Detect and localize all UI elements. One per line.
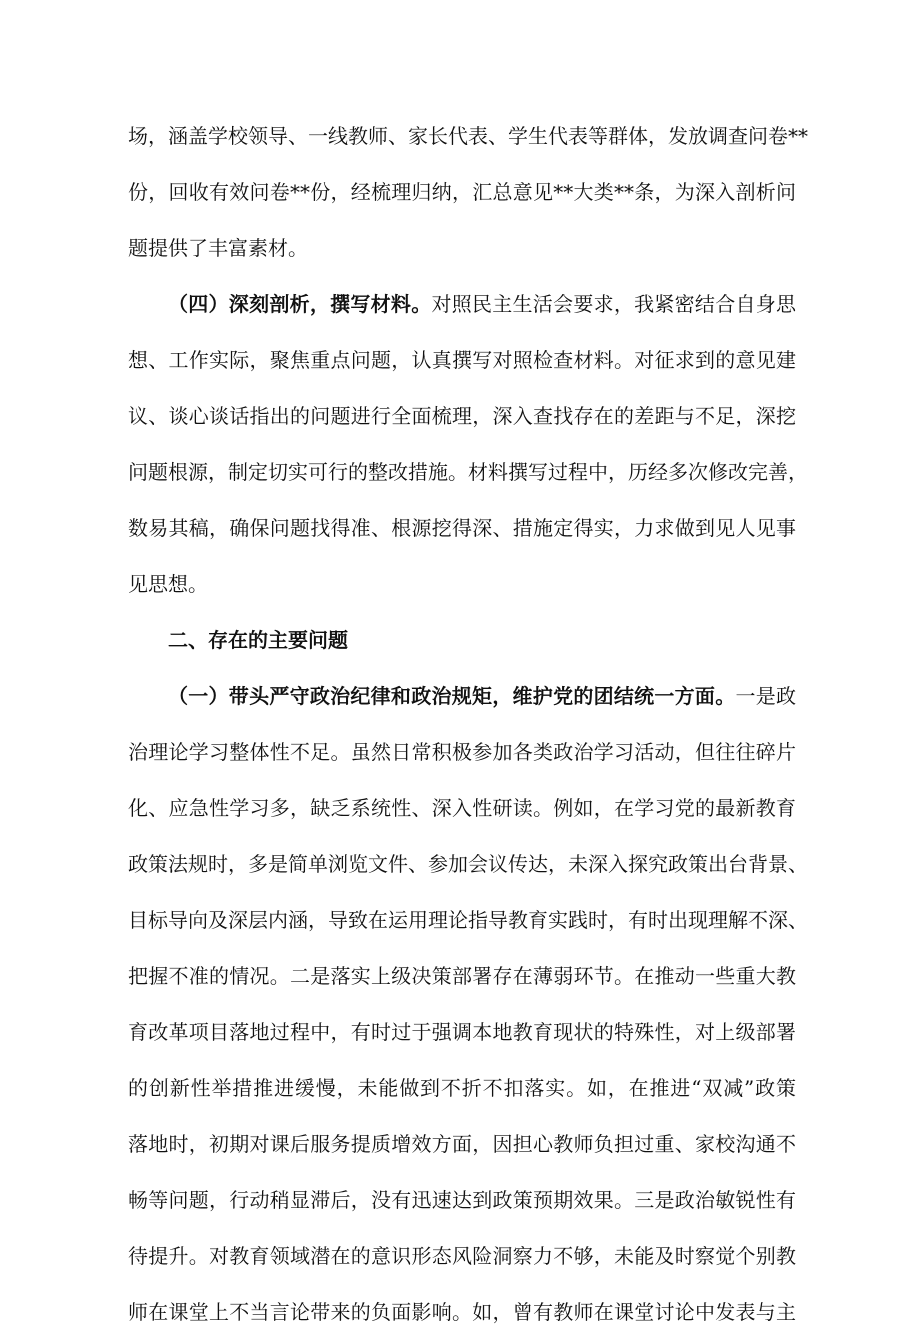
paragraph-heading: （一）带头严守政治纪律和政治规矩，维护党的团结统一方面。 bbox=[168, 684, 736, 708]
text-line: 问题根源，制定切实可行的整改措施。材料撰写过程中，历经多次修改完善， bbox=[128, 460, 808, 484]
text-line: 育改革项目落地过程中，有时过于强调本地教育现状的特殊性，对上级部署 bbox=[128, 1020, 796, 1044]
text-line: 份，回收有效问卷**份，经梳理归纳，汇总意见**大类**条，为深入剖析问 bbox=[128, 180, 796, 204]
text-line bbox=[128, 276, 796, 332]
text-line: 数易其稿，确保问题找得准、根源挖得深、措施定得实，力求做到见人见事 bbox=[128, 516, 796, 540]
text-line: 畅等问题，行动稍显滞后，没有迅速达到政策预期效果。三是政治敏锐性有 bbox=[128, 1188, 796, 1212]
text-line: 题提供了丰富素材。 bbox=[128, 236, 308, 260]
text-line: 场，涵盖学校领导、一线教师、家长代表、学生代表等群体，发放调查问卷** bbox=[128, 124, 808, 148]
text-line: 待提升。对教育领域潜在的意识形态风险洞察力不够，未能及时察觉个别教 bbox=[128, 1244, 796, 1268]
text-line: 治理论学习整体性不足。虽然日常积极参加各类政治学习活动，但往往碎片 bbox=[128, 740, 796, 764]
text-line: 师在课堂上不当言论带来的负面影响。如，曾有教师在课堂讨论中发表与主 bbox=[128, 1300, 796, 1324]
paragraph-analysis bbox=[128, 276, 808, 612]
text-run: 一是政 bbox=[735, 684, 797, 708]
section-heading-block bbox=[128, 612, 796, 668]
text-line: 目标导向及深层内涵，导致在运用理论指导教育实践时，有时出现理解不深、 bbox=[128, 908, 808, 932]
paragraph-survey bbox=[128, 108, 808, 276]
section-heading: 二、存在的主要问题 bbox=[168, 628, 348, 652]
text-line bbox=[128, 668, 796, 724]
text-line: 的创新性举措推进缓慢，未能做到不折不扣落实。如，在推进“双减”政策 bbox=[128, 1076, 796, 1100]
text-line: 议、谈心谈话指出的问题进行全面梳理，深入查找存在的差距与不足，深挖 bbox=[128, 404, 796, 428]
document-body bbox=[128, 108, 808, 1340]
text-line: 把握不准的情况。二是落实上级决策部署存在薄弱环节。在推动一些重大教 bbox=[128, 964, 796, 988]
text-run: 对照民主生活会要求，我紧密结合自身思 bbox=[431, 292, 797, 316]
text-line: 想、工作实际，聚焦重点问题，认真撰写对照检查材料。对征求到的意见建 bbox=[128, 348, 796, 372]
paragraph-political-discipline bbox=[128, 668, 808, 1340]
text-line: 化、应急性学习多，缺乏系统性、深入性研读。例如，在学习党的最新教育 bbox=[128, 796, 796, 820]
text-line: 落地时，初期对课后服务提质增效方面，因担心教师负担过重、家校沟通不 bbox=[128, 1132, 796, 1156]
paragraph-heading: （四）深刻剖析，撰写材料。 bbox=[168, 292, 432, 316]
text-line: 见思想。 bbox=[128, 572, 208, 596]
text-line: 政策法规时，多是简单浏览文件、参加会议传达，未深入探究政策出台背景、 bbox=[128, 852, 808, 876]
